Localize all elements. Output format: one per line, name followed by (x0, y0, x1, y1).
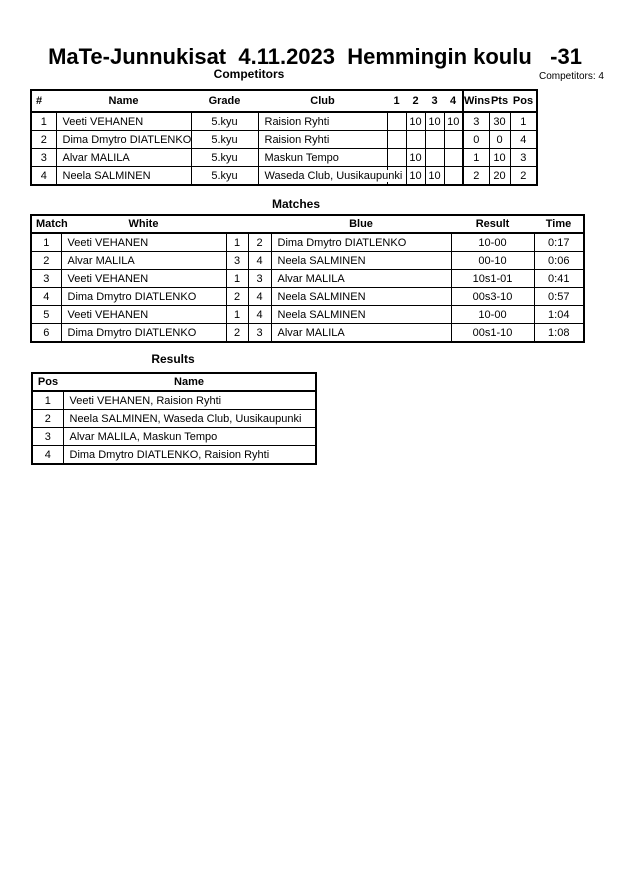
col-pos: Pos (510, 90, 537, 112)
result-pos: 4 (32, 446, 63, 465)
score-vs-3 (425, 131, 444, 149)
blue-name: Neela SALMINEN (271, 252, 451, 270)
competitor-number: 3 (31, 149, 56, 167)
results-heading: Results (151, 352, 195, 366)
result-row (32, 446, 316, 465)
result-row (32, 391, 316, 410)
blue-name: Neela SALMINEN (271, 288, 451, 306)
competitor-wins: 0 (463, 131, 489, 149)
match-result: 00s3-10 (451, 288, 534, 306)
competitors-header-row (31, 90, 537, 112)
match-time: 1:04 (534, 306, 584, 324)
competitor-club: Waseda Club, Uusikaupunki (258, 167, 387, 186)
competitor-pts: 20 (489, 167, 510, 186)
competitor-club: Maskun Tempo (258, 149, 387, 167)
competitors-table (30, 89, 538, 186)
result-name: Dima Dmytro DIATLENKO, Raision Ryhti (63, 446, 316, 465)
competitor-club: Raision Ryhti (258, 112, 387, 131)
white-name: Dima Dmytro DIATLENKO (61, 324, 226, 343)
competitor-number: 1 (31, 112, 56, 131)
blue-competitor-number: 3 (248, 270, 271, 288)
competitor-grade: 5.kyu (191, 149, 258, 167)
competitor-row (31, 167, 537, 186)
competitor-wins: 3 (463, 112, 489, 131)
white-competitor-number: 1 (226, 233, 248, 252)
match-row (31, 270, 584, 288)
score-vs-1 (387, 112, 406, 131)
competitor-name: Neela SALMINEN (56, 167, 191, 186)
match-number: 3 (31, 270, 61, 288)
result-name: Veeti VEHANEN, Raision Ryhti (63, 391, 316, 410)
match-number: 4 (31, 288, 61, 306)
competitors-count-label: Competitors: 4 (538, 71, 604, 82)
col-opponent-2: 2 (406, 90, 425, 112)
white-competitor-number: 2 (226, 288, 248, 306)
competitor-name: Dima Dmytro DIATLENKO (56, 131, 191, 149)
col-pos: Pos (32, 373, 63, 391)
competitor-number: 4 (31, 167, 56, 186)
result-row (32, 410, 316, 428)
score-vs-3 (425, 149, 444, 167)
white-name: Alvar MALILA (61, 252, 226, 270)
matches-header-row (31, 215, 584, 233)
result-name: Alvar MALILA, Maskun Tempo (63, 428, 316, 446)
blue-competitor-number: 2 (248, 233, 271, 252)
result-pos: 3 (32, 428, 63, 446)
col-name: Name (56, 90, 191, 112)
col-opponent-1: 1 (387, 90, 406, 112)
match-number: 5 (31, 306, 61, 324)
match-row (31, 252, 584, 270)
blue-name: Alvar MALILA (271, 270, 451, 288)
competitor-club: Raision Ryhti (258, 131, 387, 149)
col-white: White (61, 215, 226, 233)
score-vs-2: 10 (406, 149, 425, 167)
score-vs-3: 10 (425, 112, 444, 131)
results-table (31, 372, 317, 465)
competitors-heading: Competitors (213, 67, 285, 81)
white-name: Veeti VEHANEN (61, 233, 226, 252)
result-name: Neela SALMINEN, Waseda Club, Uusikaupunki (63, 410, 316, 428)
match-time: 1:08 (534, 324, 584, 343)
col-grade: Grade (191, 90, 258, 112)
match-row (31, 288, 584, 306)
col-pts: Pts (489, 90, 510, 112)
blue-competitor-number: 4 (248, 252, 271, 270)
competitor-grade: 5.kyu (191, 112, 258, 131)
score-vs-2: 10 (406, 167, 425, 186)
match-time: 0:17 (534, 233, 584, 252)
white-competitor-number: 1 (226, 306, 248, 324)
col-opponent-4: 4 (444, 90, 463, 112)
match-result: 10-00 (451, 306, 534, 324)
results-header-row (32, 373, 316, 391)
match-number: 2 (31, 252, 61, 270)
col-white-number (226, 215, 248, 233)
blue-name: Alvar MALILA (271, 324, 451, 343)
col-club: Club (258, 90, 387, 112)
competitor-pts: 30 (489, 112, 510, 131)
white-name: Dima Dmytro DIATLENKO (61, 288, 226, 306)
score-vs-2 (406, 131, 425, 149)
result-row (32, 428, 316, 446)
white-competitor-number: 2 (226, 324, 248, 343)
match-row (31, 233, 584, 252)
competitor-row (31, 112, 537, 131)
white-competitor-number: 1 (226, 270, 248, 288)
white-name: Veeti VEHANEN (61, 306, 226, 324)
match-number: 6 (31, 324, 61, 343)
score-vs-4 (444, 149, 463, 167)
score-vs-3: 10 (425, 167, 444, 186)
match-time: 0:06 (534, 252, 584, 270)
match-number: 1 (31, 233, 61, 252)
blue-competitor-number: 4 (248, 288, 271, 306)
col-opponent-3: 3 (425, 90, 444, 112)
competitor-pos: 4 (510, 131, 537, 149)
result-pos: 2 (32, 410, 63, 428)
blue-competitor-number: 3 (248, 324, 271, 343)
competitor-name: Alvar MALILA (56, 149, 191, 167)
col-name: Name (63, 373, 316, 391)
score-vs-1 (387, 149, 406, 167)
match-result: 00-10 (451, 252, 534, 270)
blue-name: Dima Dmytro DIATLENKO (271, 233, 451, 252)
col-time: Time (534, 215, 584, 233)
match-time: 0:41 (534, 270, 584, 288)
score-vs-2: 10 (406, 112, 425, 131)
result-pos: 1 (32, 391, 63, 410)
competitor-wins: 2 (463, 167, 489, 186)
match-result: 10-00 (451, 233, 534, 252)
col-blue-number (248, 215, 271, 233)
competitor-pts: 0 (489, 131, 510, 149)
competitor-grade: 5.kyu (191, 131, 258, 149)
match-result: 10s1-01 (451, 270, 534, 288)
col-result: Result (451, 215, 534, 233)
match-row (31, 306, 584, 324)
score-vs-1 (387, 131, 406, 149)
matches-heading: Matches (271, 197, 321, 211)
competitor-row (31, 131, 537, 149)
page-title: MaTe-Junnukisat 4.11.2023 Hemmingin koulu -31 (48, 44, 582, 69)
competitor-name: Veeti VEHANEN (56, 112, 191, 131)
blue-name: Neela SALMINEN (271, 306, 451, 324)
competitor-row (31, 149, 537, 167)
col-match: Match (31, 215, 61, 233)
col-wins: Wins (463, 90, 489, 112)
competitor-number: 2 (31, 131, 56, 149)
match-result: 00s1-10 (451, 324, 534, 343)
match-row (31, 324, 584, 343)
competitor-pos: 2 (510, 167, 537, 186)
score-vs-4 (444, 131, 463, 149)
competitor-wins: 1 (463, 149, 489, 167)
col-blue: Blue (271, 215, 451, 233)
score-vs-4: 10 (444, 112, 463, 131)
col-number: # (31, 90, 56, 112)
competitor-pts: 10 (489, 149, 510, 167)
white-name: Veeti VEHANEN (61, 270, 226, 288)
competitor-pos: 1 (510, 112, 537, 131)
white-competitor-number: 3 (226, 252, 248, 270)
competitor-grade: 5.kyu (191, 167, 258, 186)
matches-table (30, 214, 585, 343)
blue-competitor-number: 4 (248, 306, 271, 324)
match-time: 0:57 (534, 288, 584, 306)
score-vs-4 (444, 167, 463, 186)
competitor-pos: 3 (510, 149, 537, 167)
